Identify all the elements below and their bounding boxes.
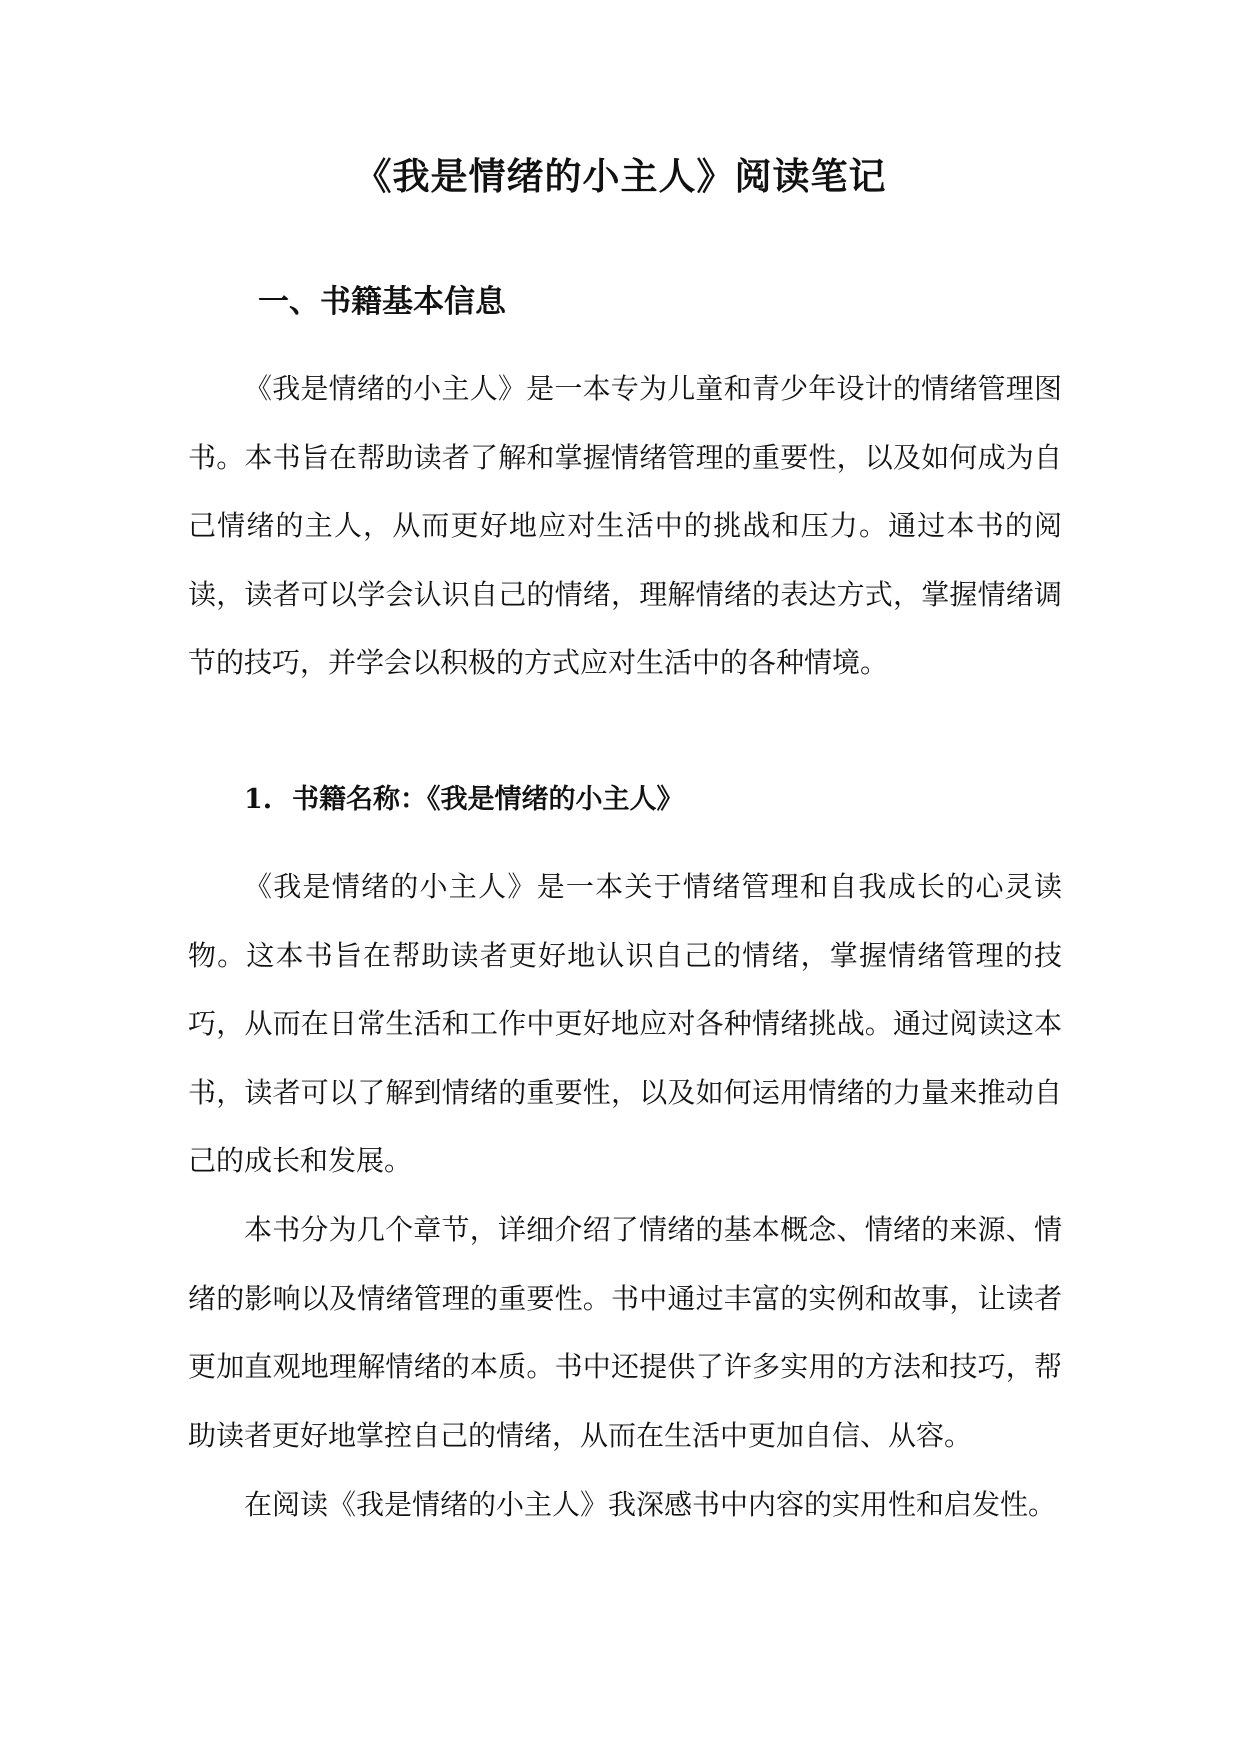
body-paragraph: 《我是情绪的小主人》是一本关于情绪管理和自我成长的心灵读物。这本书旨在帮助读者更好地认识自己的情绪，掌握情绪管理的技巧，从而在日常生活和工作中更好地应对各种情绪挑战。通过阅读这本书，读者可以了解到情绪的重要性，以及如何运用情绪的力量来推动自己的成长和发展。 [188,870,1062,1177]
section-intro-paragraph: 《我是情绪的小主人》是一本专为儿童和青少年设计的情绪管理图书。本书旨在帮助读者了解和掌握情绪管理的重要性，以及如何成为自己情绪的主人，从而更好地应对生活中的挑战和压力。通过本书的阅读，读者可以学会认识自己的情绪，理解情绪的表达方式，掌握情绪调节的技巧，并学会以积极的方式应对生活中的各种情境。 [188,372,1062,679]
section-heading: 一、书籍基本信息 [258,284,506,320]
body-paragraph: 在阅读《我是情绪的小主人》我深感书中内容的实用性和启发性。 [244,1488,1057,1521]
subsection-number: 1. [244,784,273,815]
subsection-heading [244,770,684,830]
document-title: 《我是情绪的小主人》阅读笔记 [354,154,887,198]
body-paragraph: 本书分为几个章节，详细介绍了情绪的基本概念、情绪的来源、情绪的影响以及情绪管理的重要性。书中通过丰富的实例和故事，让读者更加直观地理解情绪的本质。书中还提供了许多实用的方法和技巧，帮助读者更好地掌控自己的情绪，从而在生活中更加自信、从容。 [188,1213,1062,1452]
subsection-heading-text: 书籍名称：《我是情绪的小主人》 [292,784,684,815]
